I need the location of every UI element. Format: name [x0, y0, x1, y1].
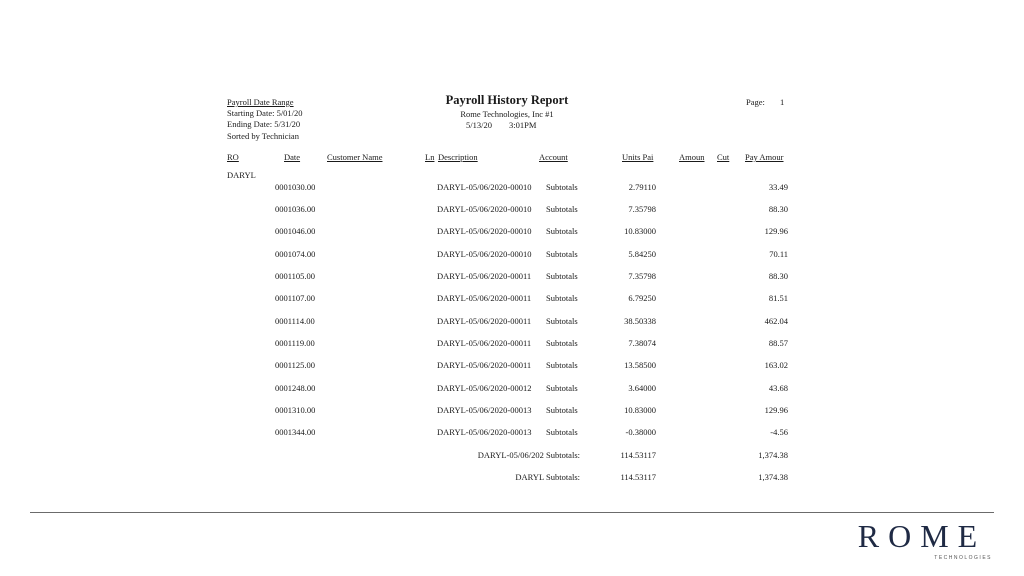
- col-ro: RO: [227, 152, 239, 162]
- col-ln: Ln: [425, 152, 435, 162]
- row-description: DARYL-05/06/2020-00010: [437, 249, 532, 259]
- row-pay: 462.04: [764, 316, 788, 326]
- row-pay: 163.02: [764, 360, 788, 370]
- row-description: DARYL-05/06/2020-00010: [437, 182, 532, 192]
- row-account: Subtotals: [546, 249, 578, 259]
- row-account: Subtotals: [546, 360, 578, 370]
- row-pay: 43.68: [768, 383, 788, 393]
- table-row: [0, 316, 1024, 328]
- starting-date: Starting Date: 5/01/20: [227, 108, 303, 118]
- page-label: Page:: [746, 97, 765, 107]
- row-units: 7.35798: [628, 204, 656, 214]
- tech-subtotal-units: 114.53117: [620, 472, 656, 482]
- col-account: Account: [539, 152, 568, 162]
- table-row: [0, 204, 1024, 216]
- row-units: 10.83000: [624, 405, 656, 415]
- row-pay: -4.56: [770, 427, 788, 437]
- table-row: [0, 271, 1024, 283]
- row-pay: 70.11: [769, 249, 788, 259]
- sorted-by: Sorted by Technician: [227, 131, 299, 141]
- row-account: Subtotals: [546, 338, 578, 348]
- row-account: Subtotals: [546, 427, 578, 437]
- row-units: 2.79110: [628, 182, 656, 192]
- tech-subtotal-row: [0, 472, 1024, 484]
- rome-logo: [852, 519, 992, 564]
- row-units: 5.84250: [628, 249, 656, 259]
- row-units: 6.79250: [628, 293, 656, 303]
- col-customer-name: Customer Name: [327, 152, 383, 162]
- row-ro: 0001036.00: [275, 204, 316, 214]
- row-units: 13.58500: [624, 360, 656, 370]
- company-name: Rome Technologies, Inc #1: [460, 109, 554, 119]
- table-row: [0, 338, 1024, 350]
- row-pay: 88.57: [768, 338, 788, 348]
- row-pay: 88.30: [768, 204, 788, 214]
- row-description: DARYL-05/06/2020-00012: [437, 383, 532, 393]
- col-date: Date: [284, 152, 301, 162]
- row-ro: 0001119.00: [275, 338, 315, 348]
- row-units: -0.38000: [625, 427, 656, 437]
- row-ro: 0001310.00: [275, 405, 316, 415]
- row-ro: 0001125.00: [275, 360, 316, 370]
- table-row: [0, 182, 1024, 194]
- row-ro: 0001046.00: [275, 226, 316, 236]
- row-description: DARYL-05/06/2020-00010: [437, 226, 532, 236]
- row-ro: 0001030.00: [275, 182, 316, 192]
- row-units: 7.35798: [628, 271, 656, 281]
- table-row: [0, 360, 1024, 372]
- table-row: [0, 249, 1024, 261]
- row-account: Subtotals: [546, 271, 578, 281]
- row-pay: 129.96: [764, 405, 788, 415]
- row-pay: 88.30: [768, 271, 788, 281]
- row-ro: 0001105.00: [275, 271, 316, 281]
- row-ro: 0001107.00: [275, 293, 316, 303]
- row-units: 38.50338: [624, 316, 656, 326]
- row-description: DARYL-05/06/2020-00011: [437, 360, 532, 370]
- date-subtotal-pay: 1,374.38: [758, 450, 788, 460]
- row-ro: 0001114.00: [275, 316, 315, 326]
- footer-divider: [30, 512, 994, 513]
- report-title: Payroll History Report: [445, 93, 569, 107]
- date-subtotal-row: [0, 450, 1024, 462]
- row-units: 7.38074: [628, 338, 656, 348]
- row-account: Subtotals: [546, 293, 578, 303]
- logo-wordmark: ROME: [857, 518, 987, 554]
- row-description: DARYL-05/06/2020-00013: [437, 405, 532, 415]
- table-row: [0, 383, 1024, 395]
- row-description: DARYL-05/06/2020-00010: [437, 204, 532, 214]
- logo-tagline: TECHNOLOGIES: [934, 555, 992, 561]
- col-cut: Cut: [717, 152, 730, 162]
- row-ro: 0001074.00: [275, 249, 316, 259]
- ending-date: Ending Date: 5/31/20: [227, 119, 301, 129]
- date-subtotal-label: DARYL-05/06/202 Subtotals:: [477, 450, 580, 460]
- col-pay-amount: Pay Amour: [745, 152, 784, 162]
- row-description: DARYL-05/06/2020-00011: [437, 271, 532, 281]
- tech-subtotal-label: DARYL Subtotals:: [515, 472, 580, 482]
- row-account: Subtotals: [546, 383, 578, 393]
- print-time: 3:01PM: [509, 120, 537, 130]
- row-description: DARYL-05/06/2020-00011: [437, 338, 532, 348]
- row-units: 10.83000: [624, 226, 656, 236]
- print-date: 5/13/20: [466, 120, 492, 130]
- table-row: [0, 293, 1024, 305]
- row-units: 3.64000: [628, 383, 656, 393]
- col-amount: Amoun: [679, 152, 705, 162]
- row-description: DARYL-05/06/2020-00011: [437, 293, 532, 303]
- row-account: Subtotals: [546, 405, 578, 415]
- table-row: [0, 405, 1024, 417]
- technician-group: DARYL: [227, 170, 256, 180]
- table-row: [0, 226, 1024, 238]
- col-description: Description: [438, 152, 478, 162]
- row-description: DARYL-05/06/2020-00011: [437, 316, 532, 326]
- col-units-paid: Units Pai: [622, 152, 654, 162]
- row-account: Subtotals: [546, 204, 578, 214]
- row-ro: 0001248.00: [275, 383, 316, 393]
- row-account: Subtotals: [546, 316, 578, 326]
- date-subtotal-units: 114.53117: [620, 450, 656, 460]
- row-description: DARYL-05/06/2020-00013: [437, 427, 532, 437]
- page-number: 1: [780, 97, 785, 107]
- payroll-date-range-label: Payroll Date Range: [227, 97, 294, 107]
- row-ro: 0001344.00: [275, 427, 316, 437]
- row-pay: 81.51: [768, 293, 788, 303]
- table-row: [0, 427, 1024, 439]
- tech-subtotal-pay: 1,374.38: [758, 472, 788, 482]
- row-pay: 33.49: [768, 182, 788, 192]
- row-account: Subtotals: [546, 226, 578, 236]
- row-account: Subtotals: [546, 182, 578, 192]
- row-pay: 129.96: [764, 226, 788, 236]
